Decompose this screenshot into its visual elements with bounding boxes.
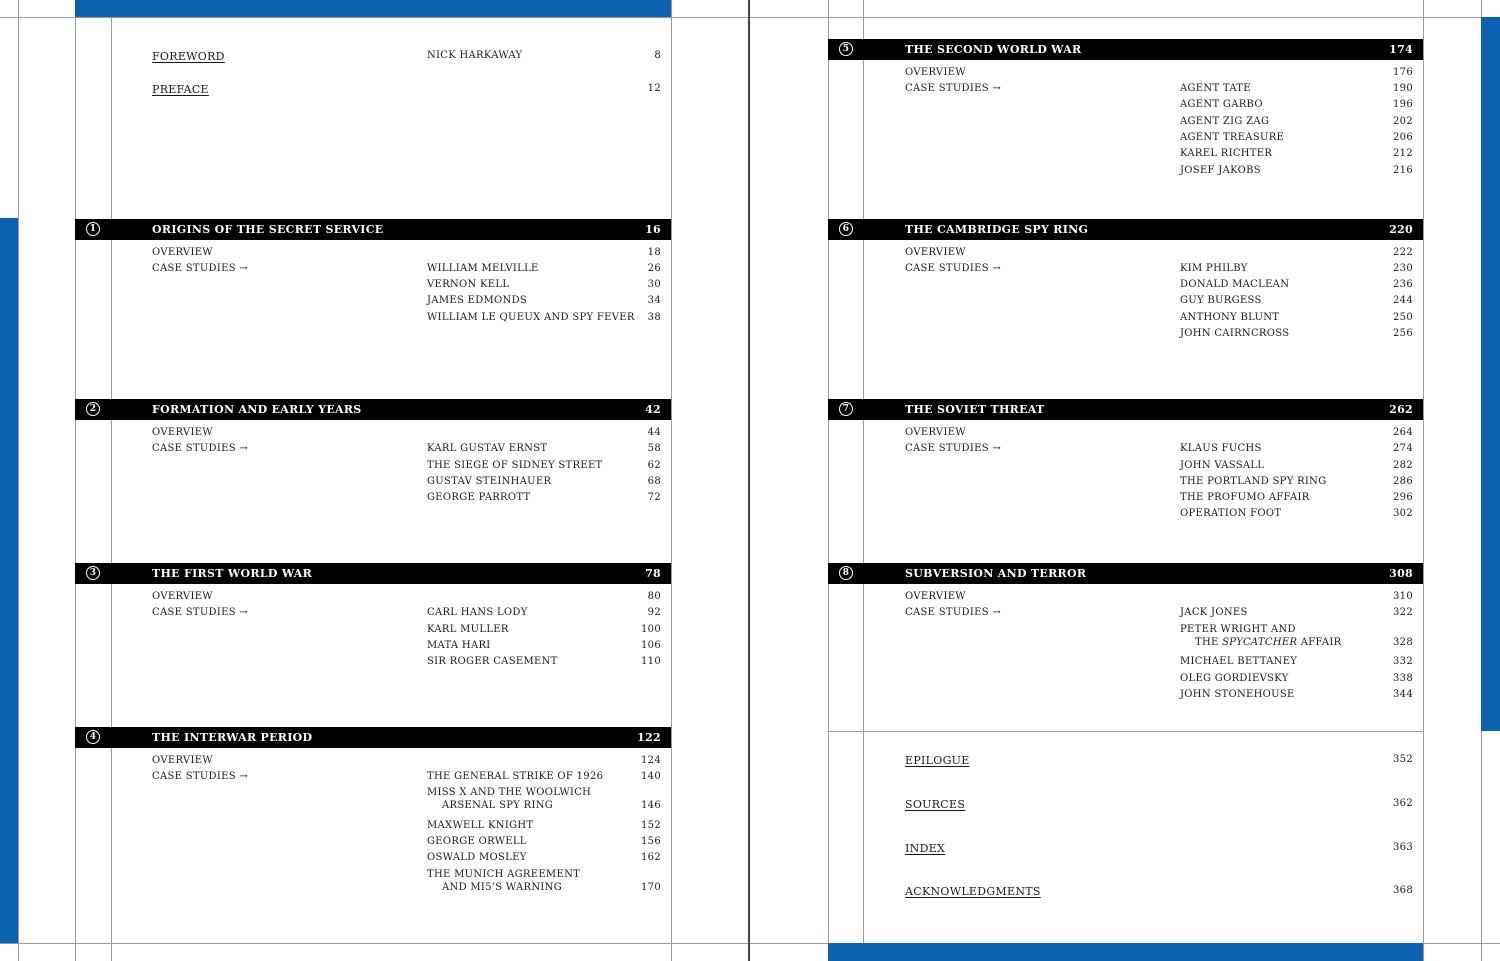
overview-row[interactable] [75,591,671,605]
chapter-title: THE FIRST WORLD WAR [152,567,313,580]
list-item[interactable] [828,492,1423,506]
case-page: 92 [647,607,661,618]
case-page: 26 [647,263,661,274]
chapter-header[interactable] [75,399,671,420]
case-studies-label: CASE STUDIES → [905,263,1002,274]
case-title: GEORGE PARROTT [427,492,531,503]
case-page: 152 [641,820,661,831]
chapter-number-badge: 2 [86,402,100,416]
case-page: 72 [647,492,661,503]
case-title: MICHAEL BETTANEY [1180,656,1298,667]
case-page: 250 [1393,312,1413,323]
case-title-continued: THE SPYCATCHER AFFAIR [1195,637,1342,648]
grid-line [18,0,19,961]
overview-label: OVERVIEW [152,427,213,438]
overview-page: 18 [647,247,661,258]
case-page: 34 [647,295,661,306]
foreword-author: NICK HARKAWAY [427,50,523,61]
case-page: 344 [1393,689,1413,700]
case-page: 302 [1393,508,1413,519]
list-item[interactable] [75,263,671,277]
preface-link[interactable]: PREFACE [152,83,209,96]
case-title: KARL MULLER [427,624,509,635]
case-title: KLAUS FUCHS [1180,443,1262,454]
chapter-page: 122 [637,731,661,744]
case-title: AGENT TATE [1180,83,1251,94]
overview-label: OVERVIEW [905,591,966,602]
right-page [828,0,1423,961]
case-page: 282 [1393,460,1413,471]
case-page: 212 [1393,148,1413,159]
case-title: JACK JONES [1180,607,1248,618]
case-title: JOSEF JAKOBS [1180,165,1261,176]
list-item[interactable] [828,295,1423,309]
overview-row[interactable] [75,247,671,261]
overview-label: OVERVIEW [152,247,213,258]
list-item[interactable] [75,640,671,654]
chapter-header[interactable] [828,219,1423,240]
case-studies-label: CASE STUDIES → [152,607,249,618]
case-page: 216 [1393,165,1413,176]
grid-line [671,0,672,961]
case-page: 62 [647,460,661,471]
list-item[interactable] [75,656,671,670]
sources-page: 362 [1393,798,1413,809]
case-studies-label: CASE STUDIES → [152,771,249,782]
foreword-link[interactable]: FOREWORD [152,50,225,63]
list-item[interactable] [828,689,1423,703]
case-page: 244 [1393,295,1413,306]
case-title: GUY BURGESS [1180,295,1262,306]
list-item[interactable] [75,787,671,814]
list-item[interactable] [75,460,671,474]
list-item[interactable] [75,820,671,834]
list-item[interactable] [828,116,1423,130]
case-page: 30 [647,279,661,290]
chapter-title: FORMATION AND EARLY YEARS [152,403,362,416]
case-studies-label: CASE STUDIES → [905,83,1002,94]
case-title: KIM PHILBY [1180,263,1248,274]
overview-page: 264 [1393,427,1413,438]
case-title: AGENT GARBO [1180,99,1263,110]
list-item[interactable] [75,279,671,293]
chapter-title: THE SOVIET THREAT [905,403,1045,416]
case-title: THE SIEGE OF SIDNEY STREET [427,460,603,471]
chapter-title: SUBVERSION AND TERROR [905,567,1087,580]
list-item[interactable] [75,492,671,506]
chapter-title: THE INTERWAR PERIOD [152,731,313,744]
case-title: KAREL RICHTER [1180,148,1273,159]
case-page: 332 [1393,656,1413,667]
case-studies-label: CASE STUDIES → [905,607,1002,618]
overview-page: 124 [641,755,661,766]
case-title: MISS X AND THE WOOLWICH [427,787,592,798]
case-title: PETER WRIGHT AND [1180,624,1296,635]
chapter-page: 308 [1389,567,1413,580]
book-spine [748,0,750,961]
case-page: 286 [1393,476,1413,487]
list-item[interactable] [828,508,1423,522]
list-item[interactable] [828,624,1423,651]
overview-label: OVERVIEW [905,67,966,78]
case-studies-label: CASE STUDIES → [905,443,1002,454]
case-page: 236 [1393,279,1413,290]
overview-row[interactable] [828,67,1423,81]
list-item[interactable] [828,132,1423,146]
case-title: AGENT TREASURE [1180,132,1285,143]
chapter-number-badge: 1 [86,222,100,236]
case-title: JAMES EDMONDS [427,295,528,306]
overview-label: OVERVIEW [905,247,966,258]
overview-page: 176 [1393,67,1413,78]
chapter-header[interactable] [828,563,1423,584]
grid-line [1423,0,1424,961]
case-title: THE PROFUMO AFFAIR [1180,492,1310,503]
case-page: 170 [641,882,661,893]
chapter-header[interactable] [75,727,671,748]
list-item[interactable] [75,476,671,490]
case-title-continued: ARSENAL SPY RING [442,800,554,811]
chapter-number-badge: 6 [839,222,853,236]
list-item[interactable] [828,263,1423,277]
list-item[interactable] [828,165,1423,179]
case-title: KARL GUSTAV ERNST [427,443,548,454]
case-page: 156 [641,836,661,847]
case-title: THE GENERAL STRIKE OF 1926 [427,771,604,782]
list-item[interactable] [75,312,671,326]
case-page: 196 [1393,99,1413,110]
case-title: CARL HANS LODY [427,607,528,618]
case-title: OPERATION FOOT [1180,508,1282,519]
case-page: 274 [1393,443,1413,454]
chapter-number-badge: 7 [839,402,853,416]
case-title: JOHN STONEHOUSE [1180,689,1295,700]
epilogue-page: 352 [1393,754,1413,765]
case-page: 106 [641,640,661,651]
list-item[interactable] [828,99,1423,113]
list-item[interactable] [828,476,1423,490]
overview-label: OVERVIEW [152,591,213,602]
case-title: AGENT ZIG ZAG [1180,116,1270,127]
chapter-page: 174 [1389,43,1413,56]
chapter-title: ORIGINS OF THE SECRET SERVICE [152,223,384,236]
case-page: 296 [1393,492,1413,503]
left-page [75,0,671,961]
case-title: GEORGE ORWELL [427,836,527,847]
case-title: ANTHONY BLUNT [1180,312,1280,323]
case-page: 100 [641,624,661,635]
case-title: WILLIAM MELVILLE [427,263,539,274]
case-title: THE PORTLAND SPY RING [1180,476,1327,487]
case-title: WILLIAM LE QUEUX AND SPY FEVER [427,312,635,323]
case-page: 322 [1393,607,1413,618]
overview-row[interactable] [75,427,671,441]
list-item[interactable] [828,460,1423,474]
case-title: OLEG GORDIEVSKY [1180,673,1289,684]
index-link[interactable]: INDEX [905,842,946,855]
case-page: 110 [641,656,661,667]
case-page: 190 [1393,83,1413,94]
case-page: 230 [1393,263,1413,274]
list-item[interactable] [75,852,671,866]
case-title: VERNON KELL [427,279,510,290]
front-matter-foreword [75,50,671,64]
case-page: 162 [641,852,661,863]
blue-accent-right [1481,17,1500,731]
chapter-page: 16 [645,223,661,236]
case-page: 38 [647,312,661,323]
list-item[interactable] [75,295,671,309]
chapter-number-badge: 5 [839,42,853,56]
acknowledgments-link[interactable]: ACKNOWLEDGMENTS [905,885,1041,898]
overview-row[interactable] [828,247,1423,261]
overview-page: 80 [647,591,661,602]
back-matter-epilogue [828,754,1423,768]
overview-page: 222 [1393,247,1413,258]
case-studies-label: CASE STUDIES → [152,263,249,274]
list-item[interactable] [828,148,1423,162]
overview-row[interactable] [75,755,671,769]
back-matter-index [828,842,1423,856]
case-title: JOHN CAIRNCROSS [1180,328,1290,339]
chapter-number-badge: 4 [86,730,100,744]
overview-page: 44 [647,427,661,438]
list-item[interactable] [828,443,1423,457]
case-page: 338 [1393,673,1413,684]
preface-page: 12 [647,83,661,94]
case-page: 58 [647,443,661,454]
case-title: JOHN VASSALL [1180,460,1265,471]
chapter-number-badge: 8 [839,566,853,580]
list-item[interactable] [75,443,671,457]
back-matter-acknowledgments [828,885,1423,899]
index-page: 363 [1393,842,1413,853]
case-title-continued: AND MI5’S WARNING [442,882,562,893]
case-title: OSWALD MOSLEY [427,852,527,863]
chapter-number-badge: 3 [86,566,100,580]
chapter-page: 78 [645,567,661,580]
chapter-header[interactable] [828,39,1423,60]
case-title: GUSTAV STEINHAUER [427,476,552,487]
list-item[interactable] [75,624,671,638]
case-page: 328 [1393,637,1413,648]
list-item[interactable] [75,836,671,850]
case-page: 206 [1393,132,1413,143]
case-page: 256 [1393,328,1413,339]
chapter-header[interactable] [75,219,671,240]
list-item[interactable] [828,312,1423,326]
front-matter-preface [75,83,671,97]
case-page: 68 [647,476,661,487]
overview-row[interactable] [828,591,1423,605]
chapter-header[interactable] [828,399,1423,420]
chapter-page: 220 [1389,223,1413,236]
list-item[interactable] [828,328,1423,342]
list-item[interactable] [75,607,671,621]
case-page: 202 [1393,116,1413,127]
chapter-header[interactable] [75,563,671,584]
list-item[interactable] [75,869,671,896]
blue-accent-left [0,218,18,943]
foreword-page: 8 [654,50,661,61]
case-page: 146 [641,800,661,811]
epilogue-link[interactable]: EPILOGUE [905,754,970,767]
overview-label: OVERVIEW [905,427,966,438]
list-item[interactable] [828,656,1423,670]
acknowledgments-page: 368 [1393,885,1413,896]
case-title: SIR ROGER CASEMENT [427,656,558,667]
overview-row[interactable] [828,427,1423,441]
list-item[interactable] [828,673,1423,687]
case-studies-label: CASE STUDIES → [152,443,249,454]
case-page: 140 [641,771,661,782]
sources-link[interactable]: SOURCES [905,798,966,811]
list-item[interactable] [828,279,1423,293]
chapter-title: THE SECOND WORLD WAR [905,43,1082,56]
list-item[interactable] [828,607,1423,621]
back-matter-sources [828,798,1423,812]
case-title: MATA HARI [427,640,491,651]
case-title: DONALD MACLEAN [1180,279,1290,290]
case-title: THE MUNICH AGREEMENT [427,869,581,880]
chapter-page: 42 [645,403,661,416]
overview-label: OVERVIEW [152,755,213,766]
chapter-title: THE CAMBRIDGE SPY RING [905,223,1089,236]
overview-page: 310 [1393,591,1413,602]
list-item[interactable] [75,771,671,785]
chapter-page: 262 [1389,403,1413,416]
list-item[interactable] [828,83,1423,97]
case-title: MAXWELL KNIGHT [427,820,534,831]
